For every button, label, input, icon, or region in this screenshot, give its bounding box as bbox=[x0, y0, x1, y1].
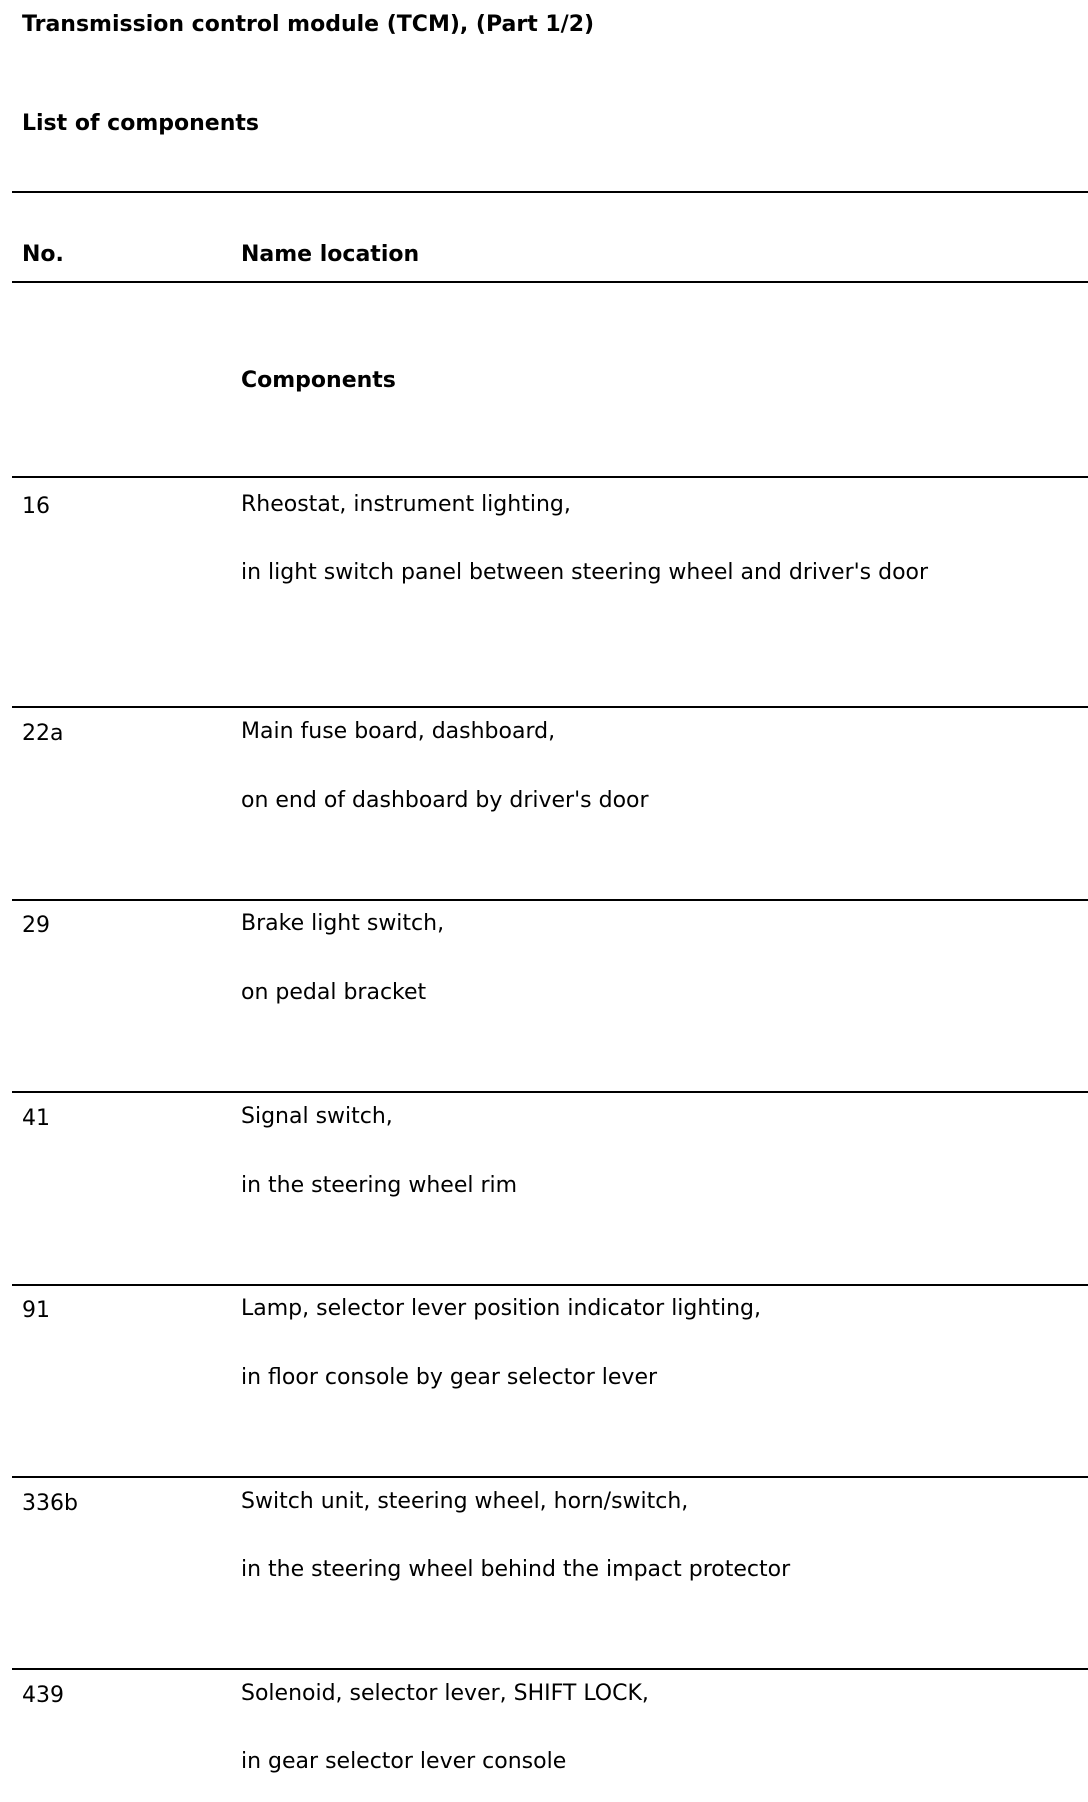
row-separator bbox=[12, 1091, 1088, 1093]
component-location: in the steering wheel behind the impact protector bbox=[241, 1557, 791, 1582]
column-header-name-location: Name location bbox=[241, 242, 420, 267]
row-number: 336b bbox=[22, 1491, 78, 1516]
column-header-number: No. bbox=[22, 242, 64, 267]
component-name: Solenoid, selector lever, SHIFT LOCK, bbox=[241, 1681, 649, 1706]
row-separator bbox=[12, 899, 1088, 901]
row-number: 41 bbox=[22, 1106, 50, 1131]
row-separator bbox=[12, 1476, 1088, 1478]
row-separator bbox=[12, 706, 1088, 708]
component-location: in floor console by gear selector lever bbox=[241, 1365, 658, 1390]
component-name: Switch unit, steering wheel, horn/switch, bbox=[241, 1489, 689, 1514]
row-separator bbox=[12, 1284, 1088, 1286]
row-number: 29 bbox=[22, 913, 50, 938]
component-location: in light switch panel between steering wheel and driver's door bbox=[241, 560, 929, 585]
row-number: 22a bbox=[22, 721, 64, 746]
table-top-rule bbox=[12, 191, 1088, 193]
header-rule bbox=[12, 281, 1088, 283]
component-location: in the steering wheel rim bbox=[241, 1173, 518, 1198]
component-location: on pedal bracket bbox=[241, 980, 427, 1005]
component-location: on end of dashboard by driver's door bbox=[241, 788, 649, 813]
page-title: Transmission control module (TCM), (Part 1/2) bbox=[22, 12, 595, 37]
row-separator bbox=[12, 476, 1088, 478]
component-name: Main fuse board, dashboard, bbox=[241, 719, 556, 744]
components-section-label: Components bbox=[241, 368, 396, 393]
row-number: 91 bbox=[22, 1298, 50, 1323]
row-separator bbox=[12, 1668, 1088, 1670]
row-number: 16 bbox=[22, 494, 50, 519]
row-number: 439 bbox=[22, 1683, 64, 1708]
component-name: Lamp, selector lever position indicator lighting, bbox=[241, 1296, 761, 1321]
component-name: Signal switch, bbox=[241, 1104, 393, 1129]
component-location: in gear selector lever console bbox=[241, 1749, 567, 1774]
section-heading: List of components bbox=[22, 111, 259, 136]
component-name: Rheostat, instrument lighting, bbox=[241, 492, 571, 517]
component-name: Brake light switch, bbox=[241, 911, 445, 936]
